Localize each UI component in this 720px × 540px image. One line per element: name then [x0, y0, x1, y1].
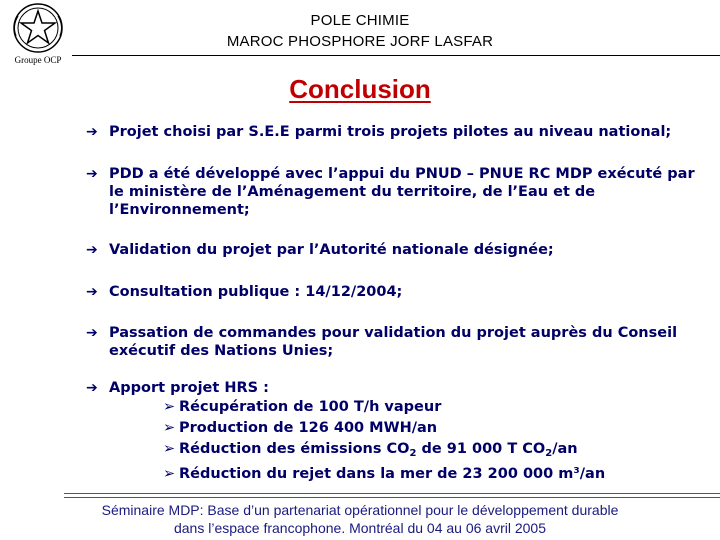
header-divider — [72, 55, 720, 56]
bullet-text: PDD a été développé avec l’appui du PNUD – PNUE RC MDP exécuté par le ministère de l’Aménagement du territoire, de l’Eau et de l’Environnement; — [109, 166, 695, 218]
bullet-text: Passation de commandes pour validation du projet auprès du Conseil exécutif des Nations Unies; — [109, 325, 678, 359]
right-arrow-icon: ➔ — [86, 284, 98, 300]
sub-item-1 — [163, 397, 716, 418]
subscript: 2 — [545, 448, 553, 459]
bullet-item-3 — [86, 241, 716, 259]
triangle-right-icon: ➢ — [163, 399, 176, 415]
right-arrow-icon: ➔ — [86, 325, 98, 341]
triangle-right-icon: ➢ — [163, 420, 176, 436]
bullet-text: Projet choisi par S.E.E parmi trois projets pilotes au niveau national; — [109, 124, 672, 140]
sub-item-text: Réduction des émissions CO — [179, 441, 410, 457]
sub-list — [163, 397, 716, 485]
bullet-text: Consultation publique : 14/12/2004; — [109, 284, 403, 300]
footer-line-2: dans l’espace francophone. Montréal du 04 au 06 avril 2005 — [173, 520, 547, 536]
bullet-item-2 — [86, 165, 696, 219]
right-arrow-icon: ➔ — [86, 124, 98, 140]
page-title-text: Conclusion — [289, 74, 431, 104]
sub-item-text: Réduction du rejet dans la mer de 23 200 000 m³/an — [179, 466, 606, 482]
bullet-text: Apport projet HRS : — [109, 380, 269, 396]
bullet-text: Validation du projet par l’Autorité nationale désignée; — [109, 242, 554, 258]
triangle-right-icon: ➢ — [163, 441, 176, 457]
bullet-item-4 — [86, 283, 716, 301]
header-line-2: MAROC PHOSPHORE JORF LASFAR — [226, 33, 494, 50]
footer-line-1: Séminaire MDP: Base d’un partenariat opérationnel pour le développement durable — [101, 502, 619, 518]
footer-divider — [64, 497, 720, 498]
sub-item-text: /an — [552, 441, 578, 457]
sub-item-text: Récupération de 100 T/h vapeur — [179, 399, 442, 415]
sub-item-4 — [163, 464, 716, 485]
footer-divider — [64, 493, 720, 494]
triangle-right-icon: ➢ — [163, 466, 176, 482]
header-line-1: POLE CHIMIE — [310, 12, 410, 29]
page-title — [0, 74, 720, 105]
sub-item-text: de 91 000 T CO — [416, 441, 546, 457]
right-arrow-icon: ➔ — [86, 242, 98, 258]
sub-item-3 — [163, 439, 716, 464]
sub-item-text: Production de 126 400 MWH/an — [179, 420, 438, 436]
bullet-item-5 — [86, 324, 701, 360]
logo-caption: Groupe OCP — [14, 55, 62, 65]
sub-item-2 — [163, 418, 716, 439]
bullet-item-1 — [86, 123, 716, 141]
right-arrow-icon: ➔ — [86, 380, 98, 396]
right-arrow-icon: ➔ — [86, 166, 98, 182]
bullet-item-6 — [86, 379, 716, 485]
subscript: 2 — [409, 448, 417, 459]
